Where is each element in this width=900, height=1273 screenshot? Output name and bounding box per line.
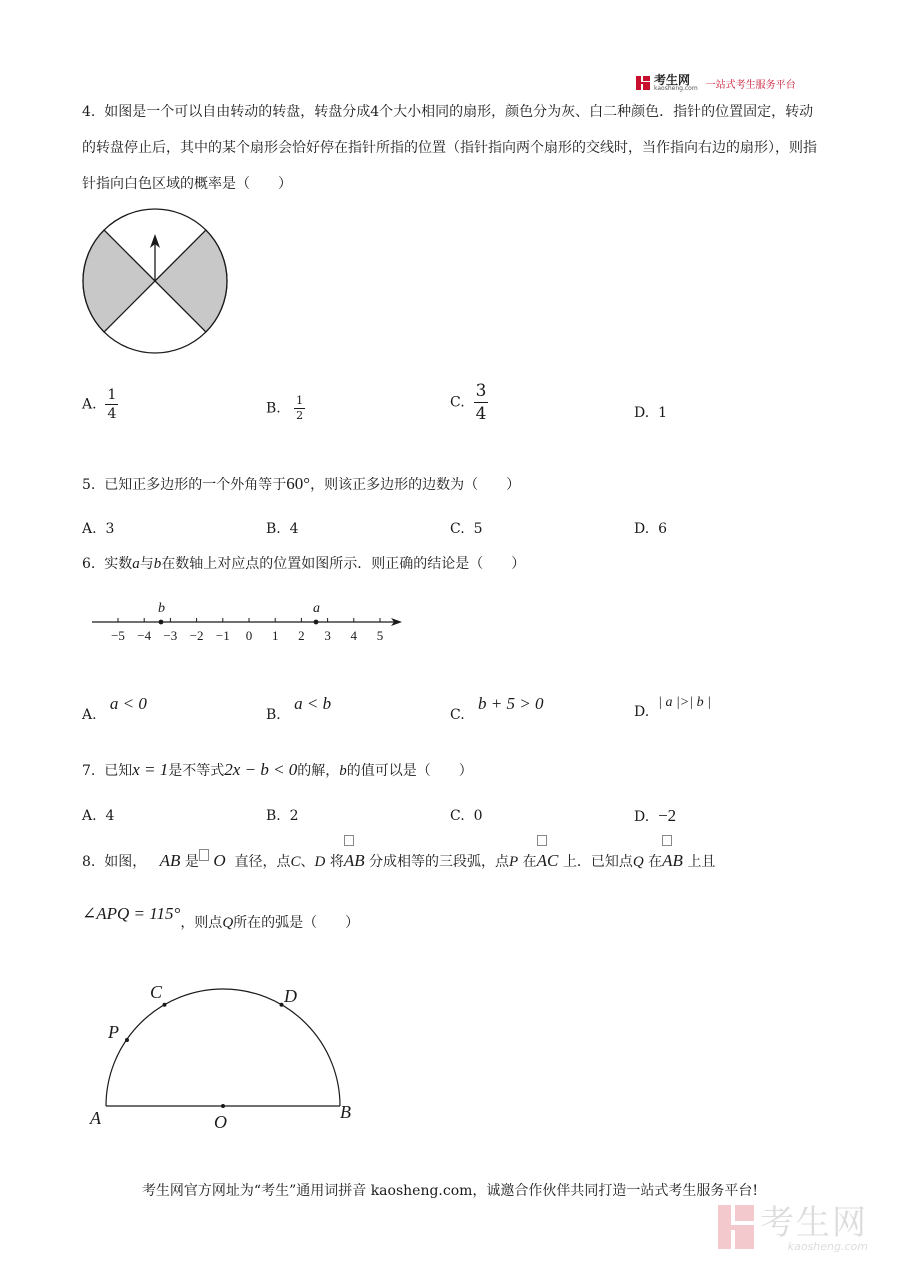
q6-option-a[interactable]: A. a < 0 — [82, 694, 147, 723]
label-b: B — [340, 1102, 351, 1122]
q7-option-c[interactable]: C. 0 — [450, 808, 483, 824]
arc-symbol-icon — [537, 835, 547, 846]
arc-symbol-icon — [662, 835, 672, 846]
q5-option-b[interactable]: B. 4 — [266, 521, 299, 537]
arc-ab-2: AB — [662, 843, 683, 880]
fraction: $\frac{3}{4}$ — [475, 381, 487, 424]
tick-label: 5 — [376, 628, 384, 643]
kaosheng-logo-icon — [636, 76, 650, 90]
logo-text: 考生网 — [654, 73, 691, 87]
arc-symbol-icon — [344, 835, 354, 846]
point-b-label: b — [158, 601, 165, 616]
tick-label: −3 — [163, 628, 178, 643]
q5-option-c[interactable]: C. 5 — [450, 521, 483, 537]
header-logo — [636, 74, 796, 92]
circle-symbol-icon — [199, 849, 209, 861]
q5-option-d[interactable]: D. 6 — [634, 521, 668, 537]
question-8-text: 8. 如图， AB 是 O 直径，点C、D 将 AB 分成相等的三段弧，点P 在 AC 上．已知点Q 在 AB 上且 — [82, 843, 822, 880]
label-c: C — [150, 982, 163, 1002]
q4-option-d[interactable]: D. 1 — [634, 405, 668, 421]
fraction: $\frac{1}{2}$ — [296, 394, 304, 422]
tick-label: −4 — [137, 628, 152, 643]
logo-url: kaosheng.com — [654, 85, 698, 92]
angle-value: 60° — [286, 474, 311, 493]
tick-label: −2 — [189, 628, 204, 643]
spinner-figure — [80, 208, 230, 362]
q6-option-b[interactable]: B. a < b — [266, 694, 332, 723]
point-d — [280, 1003, 284, 1007]
question-5-text: 5. 已知正多边形的一个外角等于60°，则该正多边形的边数为（ ） — [82, 474, 521, 493]
point-a-label: a — [313, 601, 320, 616]
question-7-text: 7. 已知x = 1是不等式2x − b < 0的解，b的值可以是（ ） — [82, 760, 473, 779]
tick-label: 0 — [245, 628, 253, 643]
angle-apq: ∠APQ = 115° — [82, 904, 181, 923]
label-o: O — [214, 1112, 227, 1132]
footer-text: 考生网官方网址为“考生”通用词拼音 kaosheng.com，诚邀合作伙伴共同打造一站式考生服务平台! — [141, 1183, 759, 1199]
q7-option-b[interactable]: B. 2 — [266, 808, 299, 824]
point-b — [159, 620, 164, 625]
q5-option-a[interactable]: A. 3 — [82, 521, 115, 537]
point-a — [314, 620, 319, 625]
question-8-text-line2: ∠APQ = 115°，则点Q所在的弧是（ ） — [82, 904, 360, 931]
tick-label: 2 — [298, 628, 305, 643]
question-4-text — [82, 94, 822, 202]
label-p: P — [108, 1022, 119, 1042]
logo-wordmark — [654, 74, 698, 92]
tick-label: −5 — [111, 628, 125, 643]
point-c — [163, 1003, 167, 1007]
watermark-logo-icon — [718, 1205, 754, 1253]
q4-option-a[interactable]: A. $\frac{1}{4}$ — [82, 387, 117, 422]
q7-option-a[interactable]: A. 4 — [82, 808, 115, 824]
arc-ab: AB — [344, 843, 365, 880]
tick-label: −1 — [215, 628, 230, 643]
q4-option-b[interactable]: B. $\frac{1}{2}$ — [266, 394, 304, 422]
tick-label: 4 — [350, 628, 358, 643]
logo-slogan: 一站式考生服务平台 — [705, 79, 796, 91]
tick-label: 3 — [324, 628, 331, 643]
arc-ac: AC — [537, 843, 559, 880]
q7-option-d[interactable]: D. −2 — [634, 806, 677, 825]
watermark — [718, 1202, 868, 1253]
fraction: $\frac{1}{4}$ — [107, 387, 117, 422]
q6-option-c[interactable]: C. b + 5 > 0 — [450, 694, 544, 723]
number-line-figure — [88, 596, 408, 652]
label-a: A — [90, 1108, 101, 1128]
label-d: D — [284, 986, 297, 1006]
question-6-text: 6. 实数a与b在数轴上对应点的位置如图所示．则正确的结论是（ ） — [82, 556, 526, 572]
q6-option-d[interactable]: D. | a |>| b | — [634, 695, 711, 720]
watermark-url: kaosheng.com — [787, 1239, 868, 1253]
point-p — [125, 1038, 129, 1042]
question-4-body: 如图是一个可以自由转动的转盘，转盘分成4个大小相同的扇形，颜色分为灰、白二种颜色．指针的位置固定，转动的转盘停止后，其中的某个扇形会恰好停在指针所指的位置（指针指向两个扇形的交线时，当作指向右边的扇形），则指针指向白色区域的概率是（ ） — [82, 104, 817, 192]
semicircle-arc — [106, 989, 340, 1106]
center-o-point — [221, 1104, 225, 1108]
tick-label: 1 — [271, 628, 279, 643]
semicircle-figure — [86, 976, 366, 1140]
q4-option-c[interactable]: C. $\frac{3}{4}$ — [450, 381, 487, 424]
question-4-number: 4. — [82, 104, 96, 120]
watermark-text: 考生网 — [760, 1202, 868, 1243]
